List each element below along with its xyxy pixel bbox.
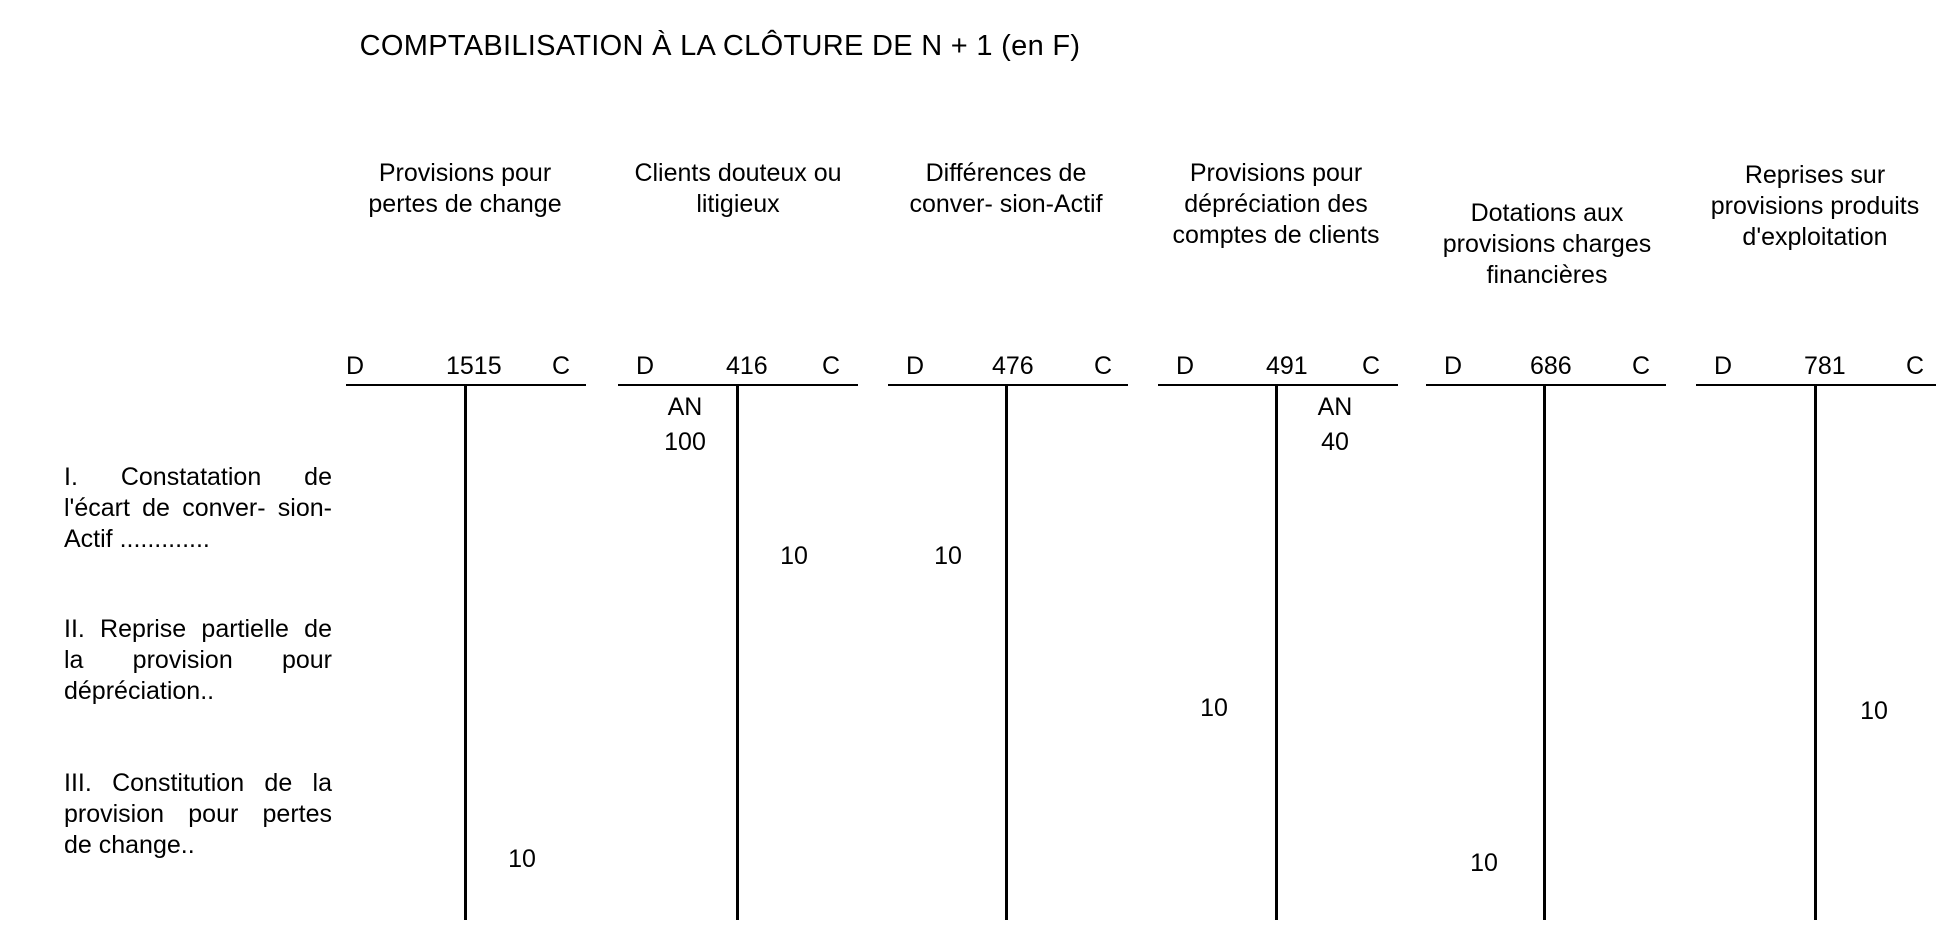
- row-label-2: II. Reprise partielle de la provision pour dépréciation..: [64, 615, 332, 705]
- credit-label: C: [1362, 352, 1381, 380]
- page-title: COMPTABILISATION À LA CLÔTURE DE N + 1 (en F): [359, 30, 1081, 62]
- entry-491-debit: 10: [1200, 694, 1228, 722]
- debit-label: D: [346, 352, 365, 380]
- account-781-divider: [1814, 386, 1817, 920]
- account-686-top-line: [1426, 384, 1666, 386]
- account-686-header: [1426, 352, 1666, 382]
- row-label-3: III. Constitution de la provision pour pertes de change..: [64, 769, 332, 859]
- account-491-opening-amount: 40: [1321, 428, 1349, 456]
- account-476-top-line: [888, 384, 1128, 386]
- account-686-title: Dotations aux provisions charges financières: [1442, 199, 1652, 289]
- debit-label: D: [636, 352, 655, 380]
- account-491-opening-label: AN: [1317, 393, 1353, 421]
- account-781-title: Reprises sur provisions produits d'exploitation: [1710, 161, 1920, 251]
- account-416-header: [618, 352, 858, 382]
- account-491-divider: [1275, 386, 1278, 920]
- credit-label: C: [552, 352, 571, 380]
- account-number: 686: [1530, 352, 1572, 380]
- debit-label: D: [906, 352, 925, 380]
- account-491-top-line: [1158, 384, 1398, 386]
- account-416-opening-amount: 100: [664, 428, 706, 456]
- entry-416-credit: 10: [780, 542, 808, 570]
- credit-label: C: [1906, 352, 1925, 380]
- entry-1515-debit: 10: [508, 845, 536, 873]
- credit-label: C: [822, 352, 841, 380]
- account-686-divider: [1543, 386, 1546, 920]
- account-491-title: Provisions pour dépréciation des comptes de clients: [1172, 159, 1380, 249]
- debit-label: D: [1176, 352, 1195, 380]
- account-number: 491: [1266, 352, 1308, 380]
- account-1515-title: Provisions pour pertes de change: [368, 159, 562, 218]
- row-label-1: I. Constatation de l'écart de conver- sion-Actif .............: [64, 463, 332, 553]
- entry-781-credit: 10: [1860, 697, 1888, 725]
- debit-label: D: [1444, 352, 1463, 380]
- entry-476-debit: 10: [934, 542, 962, 570]
- account-number: 781: [1804, 352, 1846, 380]
- account-476-header: [888, 352, 1128, 382]
- account-number: 476: [992, 352, 1034, 380]
- account-1515-header: [346, 352, 586, 382]
- account-476-divider: [1005, 386, 1008, 920]
- account-number: 416: [726, 352, 768, 380]
- account-491-header: [1158, 352, 1398, 382]
- account-416-divider: [736, 386, 739, 920]
- credit-label: C: [1632, 352, 1651, 380]
- account-416-title: Clients douteux ou litigieux: [634, 159, 842, 218]
- entry-686-debit: 10: [1470, 849, 1498, 877]
- account-number: 1515: [446, 352, 502, 380]
- account-781-header: [1696, 352, 1936, 382]
- account-476-title: Différences de conver- sion-Actif: [909, 159, 1103, 218]
- credit-label: C: [1094, 352, 1113, 380]
- account-416-opening-label: AN: [667, 393, 703, 421]
- debit-label: D: [1714, 352, 1733, 380]
- account-1515-divider: [464, 386, 467, 920]
